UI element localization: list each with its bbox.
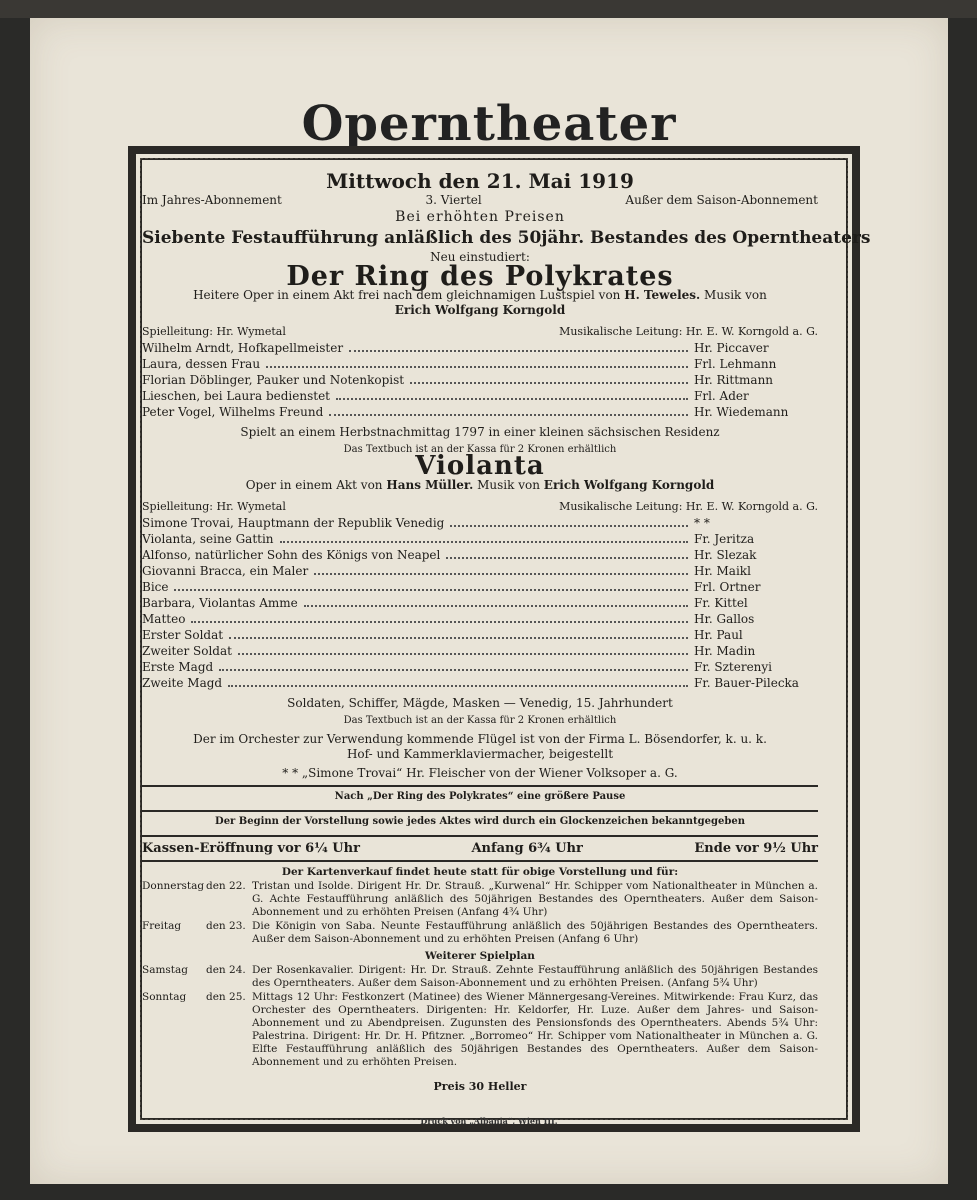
schedule-date: den 24. bbox=[206, 964, 246, 976]
divider bbox=[142, 860, 818, 862]
opera1-desc1: Heitere Oper in einem Akt frei nach dem gleichnamigen Lustspiel von bbox=[193, 288, 621, 302]
cast-row bbox=[142, 548, 818, 564]
doors-open: Kassen-Eröffnung vor 6¼ Uhr bbox=[142, 841, 360, 856]
leader-dots bbox=[228, 685, 688, 687]
opera1-desc2: Musik von bbox=[704, 288, 767, 302]
leader-dots bbox=[238, 653, 688, 655]
opera2-description bbox=[142, 478, 818, 493]
cast-role: Bice bbox=[142, 580, 169, 594]
subscription-left: Im Jahres-Abonnement bbox=[142, 193, 282, 207]
opera1-setting: Spielt an einem Herbstnachmittag 1797 in einer kleinen sächsischen Residenz bbox=[240, 425, 720, 439]
schedule-entry bbox=[142, 964, 818, 990]
cast-role: Alfonso, natürlicher Sohn des Königs von Neapel bbox=[142, 548, 441, 562]
leader-dots bbox=[314, 573, 688, 575]
cast-role: Barbara, Violantas Amme bbox=[142, 596, 298, 610]
cast-actor: Hr. Maikl bbox=[694, 564, 751, 578]
cast-row bbox=[142, 564, 818, 580]
cast-actor: Hr. Slezak bbox=[694, 548, 757, 562]
cast-role: Zweite Magd bbox=[142, 676, 223, 690]
opera2-title: Violanta bbox=[415, 451, 545, 481]
cast-row bbox=[142, 580, 818, 596]
cast-role: Matteo bbox=[142, 612, 186, 626]
leader-dots bbox=[410, 382, 688, 384]
cast-role: Violanta, seine Gattin bbox=[142, 532, 274, 546]
cast-actor: Hr. Wiedemann bbox=[694, 405, 789, 419]
cast-row bbox=[142, 532, 818, 548]
opera1-stage-director: Spielleitung: Hr. Wymetal bbox=[142, 325, 286, 338]
opera1-music-director: Musikalische Leitung: Hr. E. W. Korngold a. G. bbox=[559, 325, 818, 338]
cast-actor: Frl. Ader bbox=[694, 389, 749, 403]
cast-row bbox=[142, 357, 818, 373]
cast-role: Florian Döblinger, Pauker und Notenkopist bbox=[142, 373, 405, 387]
cast-actor: Fr. Jeritza bbox=[694, 532, 755, 546]
performance-date: Mittwoch den 21. Mai 1919 bbox=[326, 169, 634, 193]
cast-actor: Hr. Piccaver bbox=[694, 341, 769, 355]
opera2-desc2: Musik von bbox=[477, 478, 540, 492]
leader-dots bbox=[191, 621, 688, 623]
cast-role: Zweiter Soldat bbox=[142, 644, 232, 658]
cast-actor: Fr. Bauer-Pilecka bbox=[694, 676, 799, 690]
cast-role: Erster Soldat bbox=[142, 628, 224, 642]
schedule-date: den 22. bbox=[206, 880, 246, 892]
schedule-day: Freitag bbox=[142, 920, 182, 932]
new-staged: Neu einstudiert: bbox=[430, 250, 530, 264]
leader-dots bbox=[329, 414, 688, 416]
cast-role: Laura, dessen Frau bbox=[142, 357, 261, 371]
opera1-composer: Erich Wolfgang Korngold bbox=[394, 303, 566, 317]
leader-dots bbox=[349, 350, 688, 352]
leader-dots bbox=[304, 605, 688, 607]
printer-imprint: Druck von „Albania“, Wien III. bbox=[420, 1116, 558, 1126]
advance-sales bbox=[142, 866, 818, 1069]
cast-row bbox=[142, 628, 818, 644]
playbill-content bbox=[142, 160, 871, 1093]
schedule-entry bbox=[142, 920, 818, 946]
opera1-description bbox=[142, 288, 818, 318]
festival-line: Siebente Festaufführung anläßlich des 50jähr. Bestandes des Operntheaters bbox=[142, 228, 871, 248]
leader-dots bbox=[174, 589, 688, 591]
subscription-mid: 3. Viertel bbox=[425, 193, 482, 207]
opera2-extras: Soldaten, Schiffer, Mägde, Masken — Venedig, 15. Jahrhundert bbox=[287, 696, 673, 710]
schedule-text: Der Rosenkavalier. Dirigent: Hr. Dr. Strauß. Zehnte Festaufführung anläßlich des 50jährigen Bestandes des Operntheaters. Außer dem Saison-Abonnement und zu erhöhten Preisen. (Anfang 5¾ Uhr) bbox=[252, 964, 818, 989]
leader-dots bbox=[219, 669, 688, 671]
opera2-cast-list bbox=[142, 516, 818, 692]
leader-dots bbox=[336, 398, 688, 400]
piano-line-1: Der im Orchester zur Verwendung kommende Flügel ist von der Firma L. Bösendorfer, k. u. k. bbox=[193, 732, 767, 746]
opera1-libretto: Das Textbuch ist an der Kassa für 2 Kronen erhältlich bbox=[343, 444, 617, 455]
cast-actor: Hr. Rittmann bbox=[694, 373, 774, 387]
cast-row bbox=[142, 644, 818, 660]
advance-heading: Der Kartenverkauf findet heute statt für obige Vorstellung und für: bbox=[281, 866, 679, 878]
cast-actor: Fr. Szterenyi bbox=[694, 660, 773, 674]
bell-note: Der Beginn der Vorstellung sowie jedes Aktes wird durch ein Glockenzeichen bekanntgegeben bbox=[215, 816, 745, 827]
leader-dots bbox=[450, 525, 688, 527]
opera1-author: H. Teweles. bbox=[624, 288, 701, 302]
schedule-text: Die Königin von Saba. Neunte Festaufführung anläßlich des 50jährigen Bestandes des Operntheaters. Außer dem Saison-Abonnement und zu erhöhten Preisen (Anfang 6 Uhr) bbox=[252, 920, 818, 945]
leader-dots bbox=[266, 366, 688, 368]
schedule-date: den 23. bbox=[206, 920, 246, 932]
cast-row bbox=[142, 373, 818, 389]
cast-actor: Frl. Lehmann bbox=[694, 357, 777, 371]
page-title: Operntheater bbox=[301, 96, 677, 152]
leader-dots bbox=[229, 637, 688, 639]
opera2-author: Hans Müller. bbox=[386, 478, 474, 492]
guest-note: * * „Simone Trovai“ Hr. Fleischer von der Wiener Volksoper a. G. bbox=[282, 766, 678, 780]
cast-role: Peter Vogel, Wilhelms Freund bbox=[142, 405, 324, 419]
opera2-desc1: Oper in einem Akt von bbox=[245, 478, 383, 492]
cast-actor: Hr. Gallos bbox=[694, 612, 755, 626]
cast-row bbox=[142, 516, 818, 532]
opera2-direction bbox=[142, 499, 818, 514]
end-time: Ende vor 9½ Uhr bbox=[694, 841, 818, 856]
cast-actor: * * bbox=[694, 516, 710, 530]
schedule-day: Samstag bbox=[142, 964, 188, 976]
opera2-libretto: Das Textbuch ist an der Kassa für 2 Kronen erhältlich bbox=[343, 715, 617, 726]
opera2-stage-director: Spielleitung: Hr. Wymetal bbox=[142, 500, 286, 513]
cast-row bbox=[142, 341, 818, 357]
bill-price: Preis 30 Heller bbox=[433, 1080, 527, 1093]
opera1-cast-list bbox=[142, 341, 818, 421]
piano-note bbox=[142, 732, 818, 762]
leader-dots bbox=[280, 541, 688, 543]
cast-row bbox=[142, 660, 818, 676]
cast-row bbox=[142, 612, 818, 628]
divider bbox=[142, 835, 818, 837]
cast-role: Erste Magd bbox=[142, 660, 214, 674]
start-time: Anfang 6¾ Uhr bbox=[471, 841, 583, 856]
cast-role: Simone Trovai, Hauptmann der Republik Venedig bbox=[142, 516, 445, 530]
schedule-date: den 25. bbox=[206, 991, 246, 1003]
schedule-text: Mittags 12 Uhr: Festkonzert (Matinee) des Wiener Männergesang-Vereines. Mitwirkende: Frau Kurz, das Orchester des Operntheaters. Dirigenten: Hr. Keldorfer, Hr. Luze. Außer dem Jahres- und Saison-Abonnement und zu Abendpreisen. Zugunsten des Pensionsfonds des Operntheaters. Abends 5¾ Uhr: Palestrina. Dirigent: Hr. Dr. H. Pfitzner. „Borromeo“ Hr. Schipper vom Nationaltheater in München a. G. Elfte Festaufführung anläßlich des 50jährigen Bestandes des Operntheaters. Außer dem Saison-Abonnement und zu erhöhten Preisen. bbox=[252, 991, 818, 1068]
subscription-right: Außer dem Saison-Abonnement bbox=[625, 193, 818, 207]
opera1-direction bbox=[142, 324, 818, 339]
cast-role: Lieschen, bei Laura bedienstet bbox=[142, 389, 331, 403]
price-note: Bei erhöhten Preisen bbox=[395, 209, 565, 225]
cast-row bbox=[142, 676, 818, 692]
more-list bbox=[142, 964, 818, 1069]
schedule-text: Tristan und Isolde. Dirigent Hr. Dr. Strauß. „Kurwenal“ Hr. Schipper vom Nationaltheater in München a. G. Achte Festaufführung anläßlich des 50jährigen Bestandes des Operntheaters. Außer dem Saison-Abonnement und zu erhöhten Preisen (Anfang 4¾ Uhr) bbox=[252, 880, 818, 918]
cast-actor: Frl. Ortner bbox=[694, 580, 761, 594]
schedule-day: Sonntag bbox=[142, 991, 187, 1003]
schedule-entry bbox=[142, 880, 818, 919]
cast-row bbox=[142, 389, 818, 405]
schedule-entry bbox=[142, 991, 818, 1069]
scan-edge bbox=[0, 0, 977, 18]
schedule-day: Donnerstag bbox=[142, 880, 205, 892]
cast-actor: Hr. Paul bbox=[694, 628, 743, 642]
cast-actor: Hr. Madin bbox=[694, 644, 756, 658]
pause-note: Nach „Der Ring des Polykrates“ eine größere Pause bbox=[334, 791, 626, 802]
piano-line-2: Hof- und Kammerklaviermacher, beigestellt bbox=[346, 747, 614, 761]
cast-role: Wilhelm Arndt, Hofkapellmeister bbox=[142, 341, 344, 355]
opera2-composer: Erich Wolfgang Korngold bbox=[543, 478, 715, 492]
schedule-times bbox=[142, 841, 818, 856]
cast-row bbox=[142, 405, 818, 421]
opera1-title: Der Ring des Polykrates bbox=[286, 261, 674, 292]
opera2-music-director: Musikalische Leitung: Hr. E. W. Korngold a. G. bbox=[559, 500, 818, 513]
advance-list bbox=[142, 880, 818, 946]
cast-actor: Fr. Kittel bbox=[694, 596, 748, 610]
leader-dots bbox=[446, 557, 688, 559]
subscription-row bbox=[142, 193, 818, 208]
more-heading: Weiterer Spielplan bbox=[425, 950, 535, 962]
cast-role: Giovanni Bracca, ein Maler bbox=[142, 564, 309, 578]
cast-row bbox=[142, 596, 818, 612]
